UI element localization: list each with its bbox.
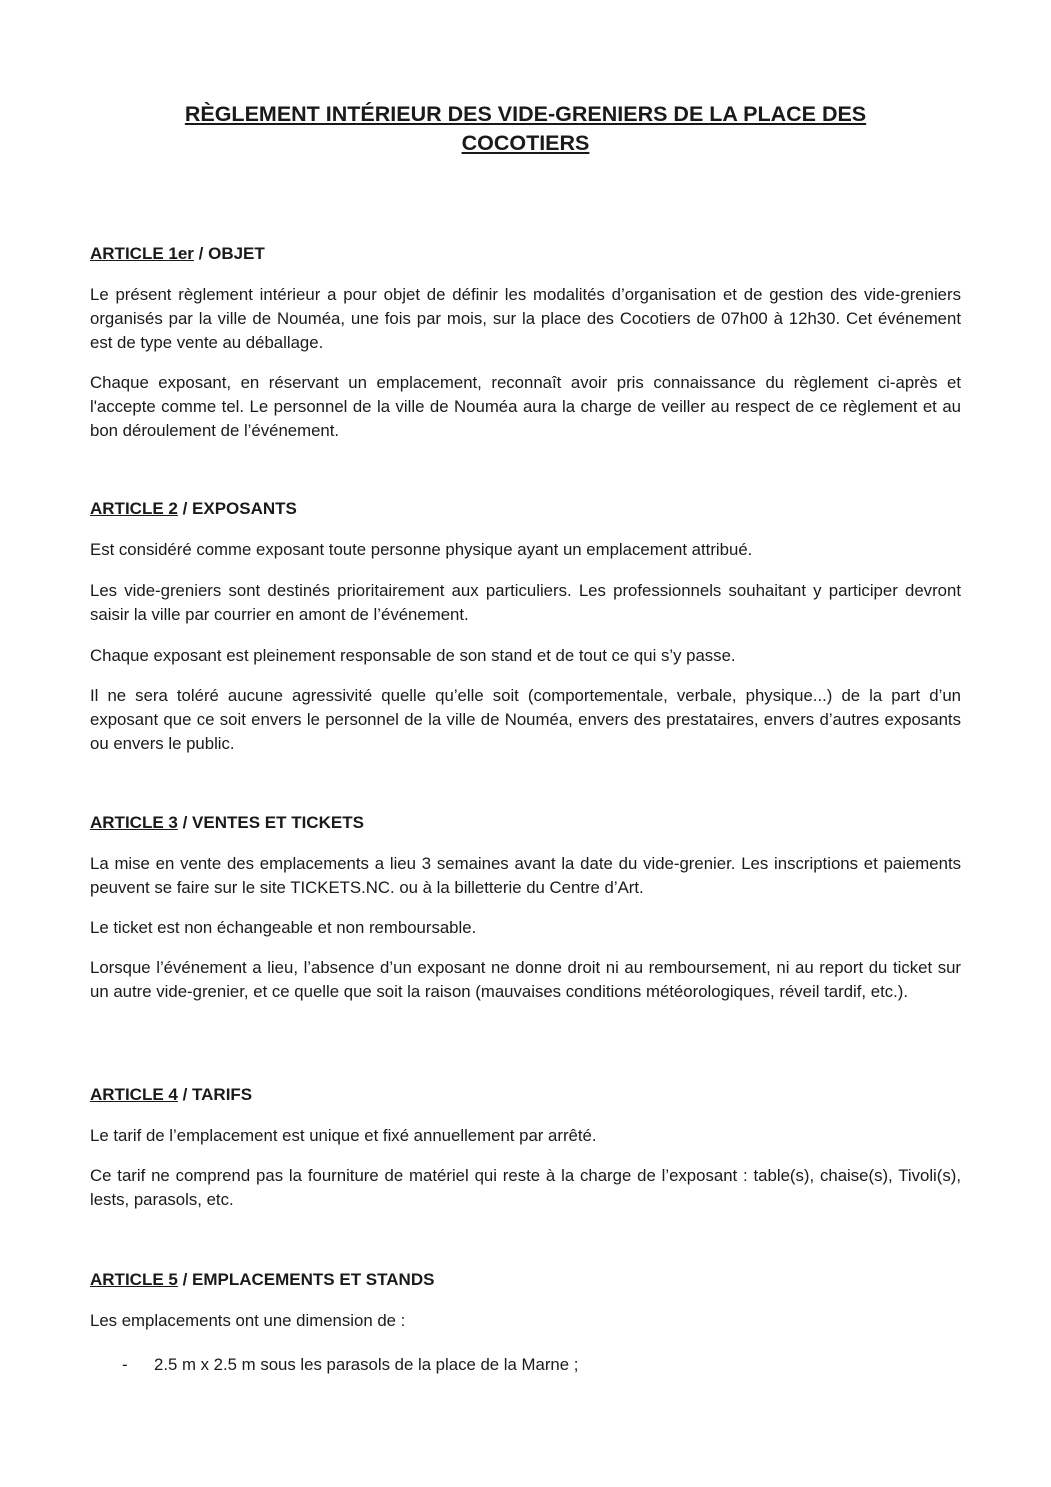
bullet-text: 2.5 m x 2.5 m sous les parasols de la place de la Marne ; xyxy=(154,1355,579,1374)
article-2-paragraph-4: Il ne sera toléré aucune agressivité quelle qu’elle soit (comportementale, verbale, physique...) de la part d’un exposant que ce soit envers le personnel de la ville de Nouméa, envers des prestataires, envers d’autres exposants ou envers le public. xyxy=(90,686,961,753)
article-3-label: ARTICLE 3 xyxy=(90,813,178,832)
article-3-paragraph-2: Le ticket est non échangeable et non remboursable. xyxy=(90,918,477,937)
article-2-subject: / EXPOSANTS xyxy=(177,499,297,518)
document-title: RÈGLEMENT INTÉRIEUR DES VIDE-GRENIERS DE LA PLACE DES COCOTIERS xyxy=(184,102,867,155)
article-5-heading xyxy=(90,1270,434,1290)
article-4-paragraph-1: Le tarif de l’emplacement est unique et fixé annuellement par arrêté. xyxy=(90,1126,597,1145)
article-4-paragraph-2: Ce tarif ne comprend pas la fourniture de matériel qui reste à la charge de l’exposant : table(s), chaise(s), Tivoli(s), lests, parasols, etc. xyxy=(90,1166,961,1209)
article-3-paragraph-3: Lorsque l’événement a lieu, l’absence d’un exposant ne donne droit ni au remboursement, ni au report du ticket sur un autre vide-grenier, et ce quelle que soit la raison (mauvaises conditions météorologiques, réveil tardif, etc.). xyxy=(90,958,961,1001)
bullet-dash: - xyxy=(122,1355,128,1374)
article-2-paragraph-2: Les vide-greniers sont destinés prioritairement aux particuliers. Les professionnels souhaitant y participer devront saisir la ville par courrier en amont de l’événement. xyxy=(90,581,961,624)
article-4-label: ARTICLE 4 xyxy=(90,1085,178,1104)
article-5-paragraph-1: Les emplacements ont une dimension de : xyxy=(90,1311,406,1330)
article-2-paragraph-3: Chaque exposant est pleinement responsable de son stand et de tout ce qui s’y passe. xyxy=(90,646,736,665)
article-4-subject: / TARIFS xyxy=(177,1085,253,1104)
article-5-subject: / EMPLACEMENTS ET STANDS xyxy=(177,1270,435,1289)
article-1-subject: / OBJET xyxy=(193,244,265,263)
article-1-label: ARTICLE 1er xyxy=(90,244,194,263)
article-3-heading xyxy=(90,813,364,833)
article-2-label: ARTICLE 2 xyxy=(90,499,178,518)
article-5-label: ARTICLE 5 xyxy=(90,1270,178,1289)
article-2-paragraph-1: Est considéré comme exposant toute personne physique ayant un emplacement attribué. xyxy=(90,540,753,559)
article-1-paragraph-1: Le présent règlement intérieur a pour objet de définir les modalités d’organisation et de gestion des vide-greniers organisés par la ville de Nouméa, une fois par mois, sur la place des Cocotiers de 07h00 à 12h30. Cet événement est de type vente au déballage. xyxy=(90,285,961,352)
article-4-heading xyxy=(90,1085,252,1105)
article-1-heading xyxy=(90,244,265,264)
article-3-paragraph-1: La mise en vente des emplacements a lieu 3 semaines avant la date du vide-grenier. Les inscriptions et paiements peuvent se faire sur le site TICKETS.NC. ou à la billetterie du Centre d’Art. xyxy=(90,854,961,897)
article-3-subject: / VENTES ET TICKETS xyxy=(177,813,364,832)
article-1-paragraph-2: Chaque exposant, en réservant un emplacement, reconnaît avoir pris connaissance du règlement ci-après et l'accepte comme tel. Le personnel de la ville de Nouméa aura la charge de veiller au respect de ce règlement et au bon déroulement de l’événement. xyxy=(90,373,961,440)
article-2-heading xyxy=(90,499,297,519)
